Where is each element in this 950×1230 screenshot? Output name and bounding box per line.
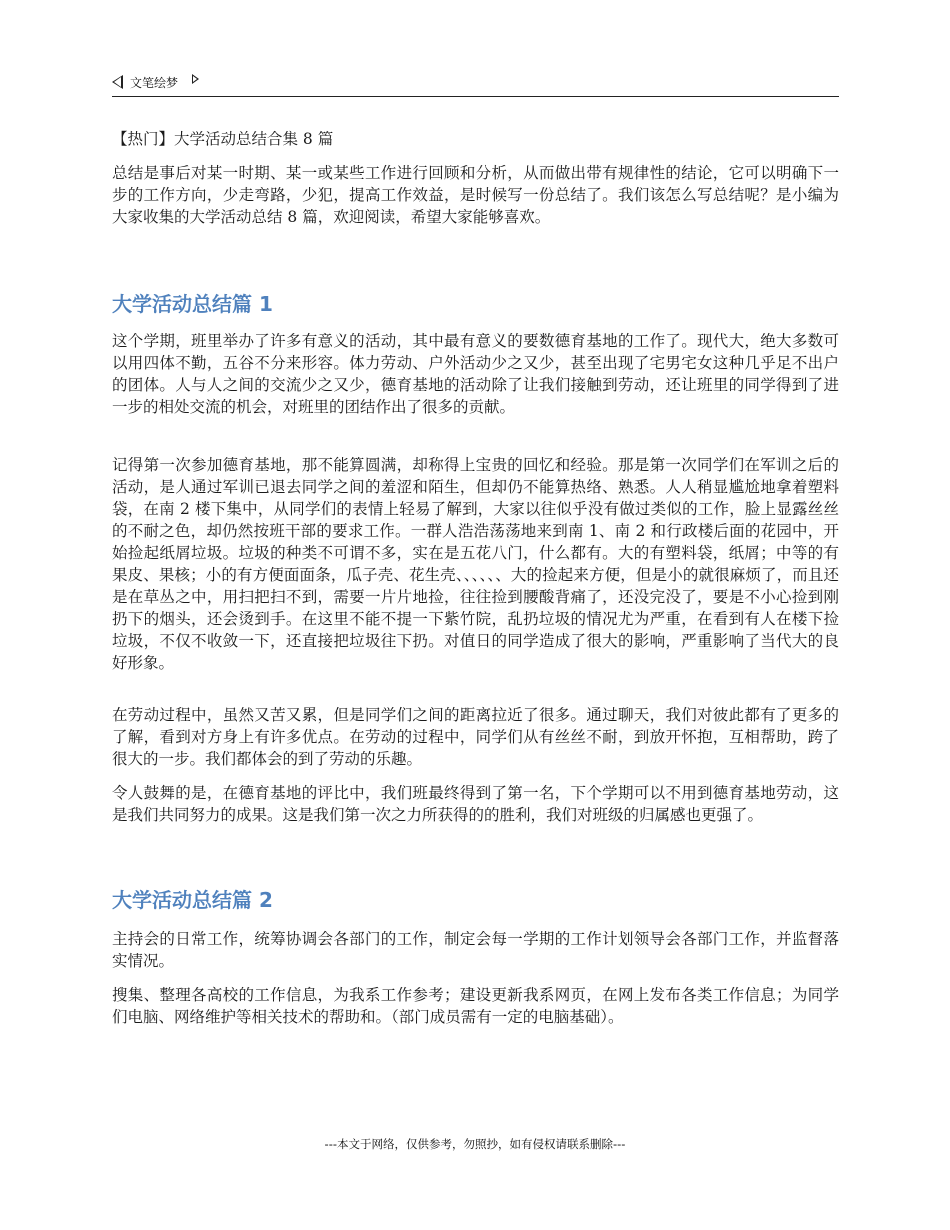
intro-paragraph: 总结是事后对某一时期、某一或某些工作进行回顾和分析，从而做出带有规律性的结论，它可以明确下一步的工作方向，少走弯路，少犯，提高工作效益，是时候写一份总结了。我们该怎么写总结呢？是小编为大家收集的大学活动总结 8 篇，欢迎阅读，希望大家能够喜欢。 <box>112 164 839 226</box>
section-2-paragraph-2: 搜集、整理各高校的工作信息，为我系工作参考；建设更新我系网页，在网上发布各类工作信息；为同学们电脑、网络维护等相关技术的帮助和。（部门成员需有一定的电脑基础）。 <box>112 986 839 1026</box>
triangle-left-icon <box>112 75 123 89</box>
section-1-heading: 大学活动总结篇 1 <box>112 292 273 316</box>
section-2-paragraph-1: 主持会的日常工作，统筹协调会各部门的工作，制定会每一学期的工作计划领导会各部门工作，并监督落实情况。 <box>112 930 839 970</box>
brand-name: 文笔绘梦 <box>130 75 179 90</box>
triangle-right-icon <box>192 74 199 84</box>
section-1-paragraph-1: 这个学期，班里举办了许多有意义的活动，其中最有意义的要数德育基地的工作了。现代大，绝大多数可以用四体不勤，五谷不分来形容。体力劳动、户外活动少之又少，甚至出现了宅男宅女这种几乎足不出户的团体。人与人之间的交流少之又少，德育基地的活动除了让我们接触到劳动，还让班里的同学得到了进一步的相处交流的机会，对班里的团结作出了很多的贡献。 <box>112 332 839 416</box>
page-header <box>112 68 839 97</box>
section-1-paragraph-2: 记得第一次参加德育基地，那不能算圆满，却称得上宝贵的回忆和经验。那是第一次同学们在军训之后的活动，是人通过军训已退去同学之间的羞涩和陌生，但却仍不能算热络、熟悉。人人稍显尴尬地拿着塑料袋，在南 2 楼下集中，从同学们的表情上轻易了解到，大家以往似乎没有做过类似的工作，脸上显露丝丝的不耐之色，却仍然按班干部的要求工作。一群人浩浩荡荡地来到南 1、南 2 和行政楼后面的花园中，开始捡起纸屑垃圾。垃圾的种类不可谓不多，实在是五花八门，什么都有。大的有塑料袋，纸屑；中等的有果皮、果核；小的有方便面面条，瓜子壳、花生壳、、、、、、大的捡起来方便，但是小的就很麻烦了，而且还是在草丛之中，用扫把扫不到，需要一片片地捡，往往捡到腰酸背痛了，还没完没了，要是不小心捡到刚扔下的烟头，还会烫到手。在这里不能不提一下紫竹院，乱扔垃圾的情况尤为严重，在看到有人在楼下捡垃圾，不仅不收敛一下，还直接把垃圾往下扔。对值日的同学造成了很大的影响，严重影响了当代大的良好形象。 <box>112 456 839 672</box>
section-1-paragraph-4: 令人鼓舞的是，在德育基地的评比中，我们班最终得到了第一名，下个学期可以不用到德育基地劳动，这是我们共同努力的成果。这是我们第一次之力所获得的的胜利，我们对班级的归属感也更强了。 <box>112 784 839 824</box>
section-1-paragraph-3: 在劳动过程中，虽然又苦又累，但是同学们之间的距离拉近了很多。通过聊天，我们对彼此都有了更多的了解，看到对方身上有许多优点。在劳动的过程中，同学们从有丝丝不耐，到放开怀抱，互相帮助，跨了很大的一步。我们都体会的到了劳动的乐趣。 <box>112 706 839 768</box>
document-title: 【热门】大学活动总结合集 8 篇 <box>112 130 334 148</box>
section-2-heading: 大学活动总结篇 2 <box>112 888 273 912</box>
page-footer: ---本文于网络，仅供参考，勿照抄，如有侵权请联系删除--- <box>324 1137 626 1151</box>
